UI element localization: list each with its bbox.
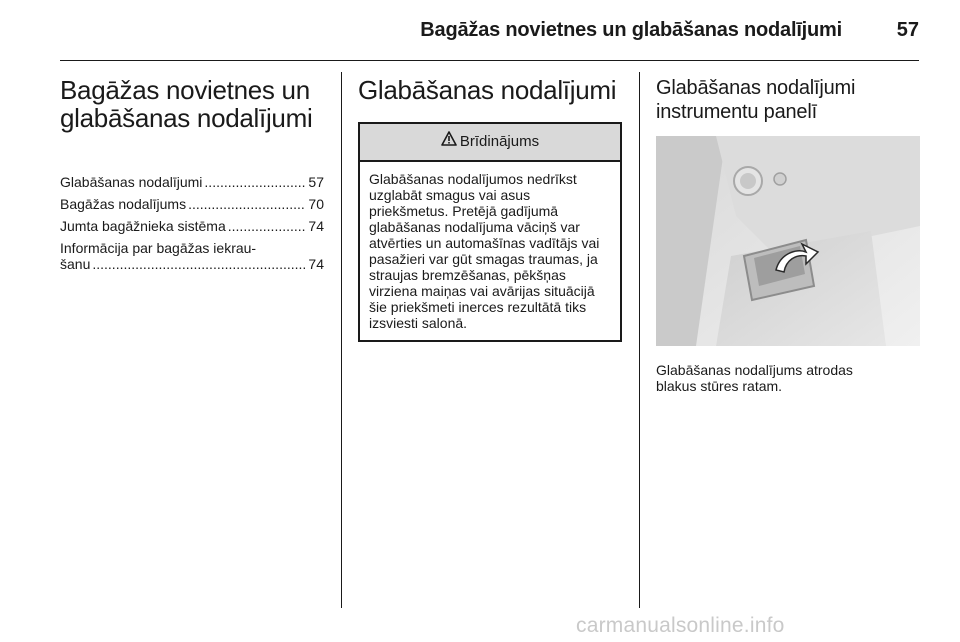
toc-leader-dots — [228, 218, 307, 234]
section-heading: Glabāšanas nodalījumi — [358, 75, 617, 105]
toc-entry-label-continued: šanu — [60, 256, 91, 272]
column-instrument-panel — [656, 76, 920, 394]
toc-entry-label: Jumta bagāžnieka sistēma — [60, 218, 226, 234]
toc-leader-dots — [204, 174, 306, 190]
page-number: 57 — [896, 19, 919, 41]
toc-entry[interactable] — [60, 196, 324, 212]
toc-entry-page: 74 — [308, 218, 324, 234]
column-contents — [60, 76, 324, 272]
column-divider-1 — [341, 72, 342, 608]
storage-compartment-photo — [656, 136, 920, 346]
running-header-title: Bagāžas novietnes un glabāšanas nodalījumi — [420, 19, 842, 41]
header-divider — [60, 60, 919, 61]
warning-box — [358, 122, 622, 342]
warning-header — [360, 124, 620, 162]
toc-entry[interactable] — [60, 240, 324, 272]
image-caption: Glabāšanas nodalījums atrodas blakus stūres ratam. — [656, 362, 853, 394]
watermark: carmanualsonline.info — [576, 614, 785, 637]
toc-entry[interactable] — [60, 174, 324, 190]
table-of-contents — [60, 174, 324, 272]
toc-entry-page: 70 — [308, 196, 324, 212]
warning-text: Glabāšanas nodalījumos nedrīkst uzglabāt smagus vai asus priekšmetus. Pretējā gadījumā glabāšanas nodalījuma vāciņš var atvērties un automašīnas vadītājs vai pasažieri var gūt smagas traumas, ja straujas bremzēšanas, pēkšņas virziena maiņas vai avārijas situācijā šie priekšmeti inerces rezultātā tiks izsviesti salonā. — [369, 171, 600, 331]
toc-leader-dots — [188, 196, 306, 212]
toc-entry-page: 74 — [308, 256, 324, 272]
chapter-heading: Bagāžas novietnes un glabāšanas nodalījumi — [60, 75, 313, 133]
toc-entry-label: Informācija par bagāžas iekrau- — [60, 240, 257, 256]
warning-title: Brīdinājums — [459, 133, 540, 150]
column-storage — [358, 76, 622, 342]
subsection-heading: Glabāšanas nodalījumi instrumentu panelī — [656, 77, 856, 123]
toc-entry-label: Glabāšanas nodalījumi — [60, 174, 203, 190]
toc-entry[interactable] — [60, 218, 324, 234]
column-divider-2 — [639, 72, 640, 608]
toc-entry-label: Bagāžas nodalījums — [60, 196, 187, 212]
warning-triangle-icon — [441, 124, 457, 160]
toc-entry-page: 57 — [308, 174, 324, 190]
toc-leader-dots — [92, 256, 306, 272]
